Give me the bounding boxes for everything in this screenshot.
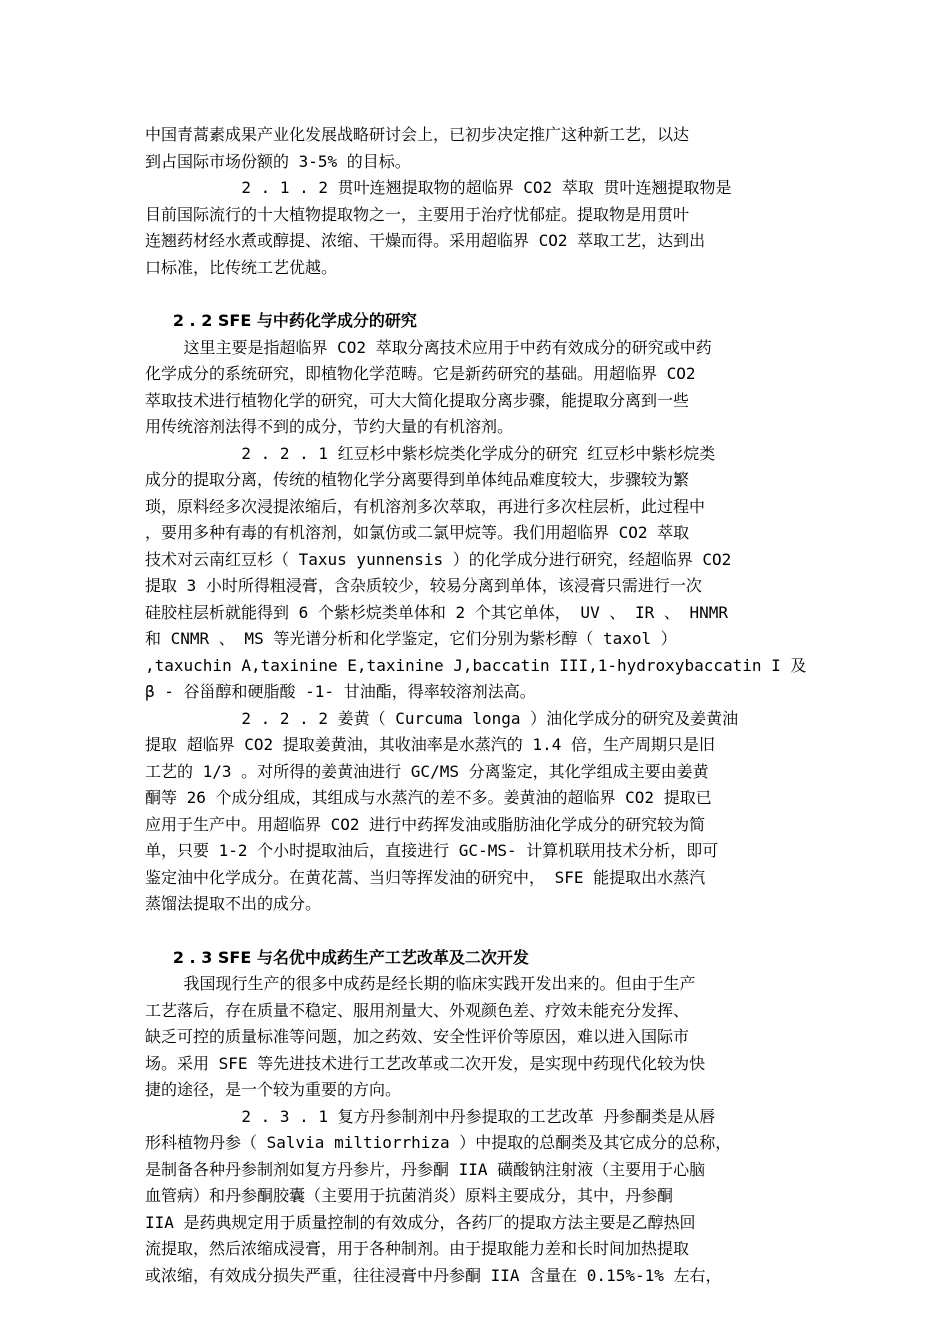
section-gap bbox=[145, 918, 810, 945]
text-line: 工艺的 1/3 。对所得的姜黄油进行 GC/MS 分离鉴定，其化学组成主要由姜黄 bbox=[145, 761, 709, 781]
text-line: 到占国际市场份额的 3-5% 的目标。 bbox=[145, 151, 411, 171]
text-line: 应用于生产中。用超临界 CO2 进行中药挥发油或脂肪油化学成分的研究较为简 bbox=[145, 814, 706, 834]
text-line: 血管病）和丹参酮胶囊（主要用于抗菌消炎）原料主要成分，其中，丹参酮 bbox=[145, 1186, 674, 1205]
text-line: 化学成分的系统研究，即植物化学范畴。它是新药研究的基础。用超临界 CO2 bbox=[145, 364, 696, 383]
paragraph-p2 bbox=[145, 175, 810, 281]
text-line: 和 CNMR 、 MS 等光谱分析和化学鉴定，它们分别为紫杉醇（ taxol ） bbox=[145, 629, 677, 648]
text-line: 提取 超临界 CO2 提取姜黄油，其收油率是水蒸汽的 1.4 倍，生产周期只是旧 bbox=[145, 735, 715, 754]
paragraph-p1 bbox=[145, 122, 810, 175]
text-line: 口标准，比传统工艺优越。 bbox=[145, 257, 338, 277]
text-line: 硅胶柱层析就能得到 6 个紫杉烷类单体和 2 个其它单体， UV 、 IR 、 HNMR bbox=[145, 602, 729, 622]
text-line: 提取 3 小时所得粗浸膏，含杂质较少，较易分离到单体，该浸膏只需进行一次 bbox=[145, 576, 702, 595]
text-line: 我国现行生产的很多中成药是经长期的临床实践开发出来的。但由于生产 bbox=[145, 974, 696, 993]
text-line: ,taxuchin A,taxinine E,taxinine J,baccatin III,1-hydroxybaccatin I 及 bbox=[145, 655, 807, 675]
text-line: 中国青蒿素成果产业化发展战略研讨会上，已初步决定推广这种新工艺，以达 bbox=[145, 125, 690, 144]
document-page bbox=[145, 122, 810, 1289]
text-line: 缺乏可控的质量标准等问题，加之药效、安全性评价等原因，难以进入国际市 bbox=[145, 1027, 690, 1046]
text-line: 连翘药材经水煮或醇提、浓缩、干燥而得。采用超临界 CO2 萃取工艺，达到出 bbox=[145, 231, 706, 250]
text-line: 2 . 2 . 1 红豆杉中紫杉烷类化学成分的研究 红豆杉中紫杉烷类 bbox=[145, 443, 716, 463]
text-line: 2 . 1 . 2 贯叶连翘提取物的超临界 CO2 萃取 贯叶连翘提取物是 bbox=[145, 178, 732, 197]
text-line: 形科植物丹参（ Salvia miltiorrhiza ）中提取的总酮类及其它成分的总称， bbox=[145, 1133, 732, 1152]
section-gap bbox=[145, 281, 810, 308]
paragraph-p4 bbox=[145, 441, 810, 706]
text-line: IIA 是药典规定用于质量控制的有效成分，各药厂的提取方法主要是乙醇热回 bbox=[145, 1212, 696, 1232]
heading-text: 2 . 2 SFE 与中药化学成分的研究 bbox=[145, 311, 417, 330]
text-line: β - 谷甾醇和硬脂酸 -1- 甘油酯，得率较溶剂法高。 bbox=[145, 682, 536, 701]
text-line: 鉴定油中化学成分。在黄花蒿、当归等挥发油的研究中， SFE 能提取出水蒸汽 bbox=[145, 867, 706, 887]
section-heading-2-3 bbox=[145, 945, 810, 972]
text-line: 或浓缩，有效成分损失严重，往往浸膏中丹参酮 IIA 含量在 0.15%-1% 左右， bbox=[145, 1265, 722, 1285]
text-line: 工艺落后，存在质量不稳定、服用剂量大、外观颜色差、疗效未能充分发挥、 bbox=[145, 1000, 690, 1020]
text-line: 目前国际流行的十大植物提取物之一，主要用于治疗忧郁症。提取物是用贯叶 bbox=[145, 204, 690, 224]
paragraph-p7 bbox=[145, 1104, 810, 1290]
text-line: 捷的途径，是一个较为重要的方向。 bbox=[145, 1080, 402, 1099]
text-line: 技术对云南红豆杉（ Taxus yunnensis ）的化学成分进行研究，经超临界 CO2 bbox=[145, 549, 732, 569]
section-heading-2-2 bbox=[145, 308, 810, 335]
text-line: 2 . 2 . 2 姜黄（ Curcuma longa ）油化学成分的研究及姜黄油 bbox=[145, 708, 739, 728]
paragraph-p3 bbox=[145, 335, 810, 441]
text-line: ，要用多种有毒的有机溶剂，如氯仿或二氯甲烷等。我们用超临界 CO2 萃取 bbox=[145, 523, 690, 542]
heading-text: 2 . 3 SFE 与名优中成药生产工艺改革及二次开发 bbox=[145, 947, 529, 967]
text-line: 2 . 3 . 1 复方丹参制剂中丹参提取的工艺改革 丹参酮类是从唇 bbox=[145, 1106, 716, 1126]
text-line: 琐，原料经多次浸提浓缩后，有机溶剂多次萃取，再进行多次柱层析，此过程中 bbox=[145, 496, 706, 516]
text-line: 萃取技术进行植物化学的研究，可大大简化提取分离步骤，能提取分离到一些 bbox=[145, 390, 690, 410]
text-line: 蒸馏法提取不出的成分。 bbox=[145, 894, 322, 913]
text-line: 这里主要是指超临界 CO2 萃取分离技术应用于中药有效成分的研究或中药 bbox=[145, 337, 712, 357]
paragraph-p6 bbox=[145, 971, 810, 1104]
text-line: 流提取，然后浓缩成浸膏，用于各种制剂。由于提取能力差和长时间加热提取 bbox=[145, 1239, 690, 1258]
text-line: 是制备各种丹参制剂如复方丹参片，丹参酮 IIA 磺酸钠注射液（主要用于心脑 bbox=[145, 1159, 706, 1179]
text-line: 单，只要 1-2 个小时提取油后，直接进行 GC-MS- 计算机联用技术分析，即可 bbox=[145, 841, 719, 860]
text-line: 成分的提取分离，传统的植物化学分离要得到单体纯品难度较大，步骤较为繁 bbox=[145, 470, 690, 489]
text-line: 场。采用 SFE 等先进技术进行工艺改革或二次开发，是实现中药现代化较为快 bbox=[145, 1053, 706, 1073]
text-line: 用传统溶剂法得不到的成分，节约大量的有机溶剂。 bbox=[145, 417, 514, 436]
text-line: 酮等 26 个成分组成，其组成与水蒸汽的差不多。姜黄油的超临界 CO2 提取已 bbox=[145, 788, 712, 807]
paragraph-p5 bbox=[145, 706, 810, 918]
